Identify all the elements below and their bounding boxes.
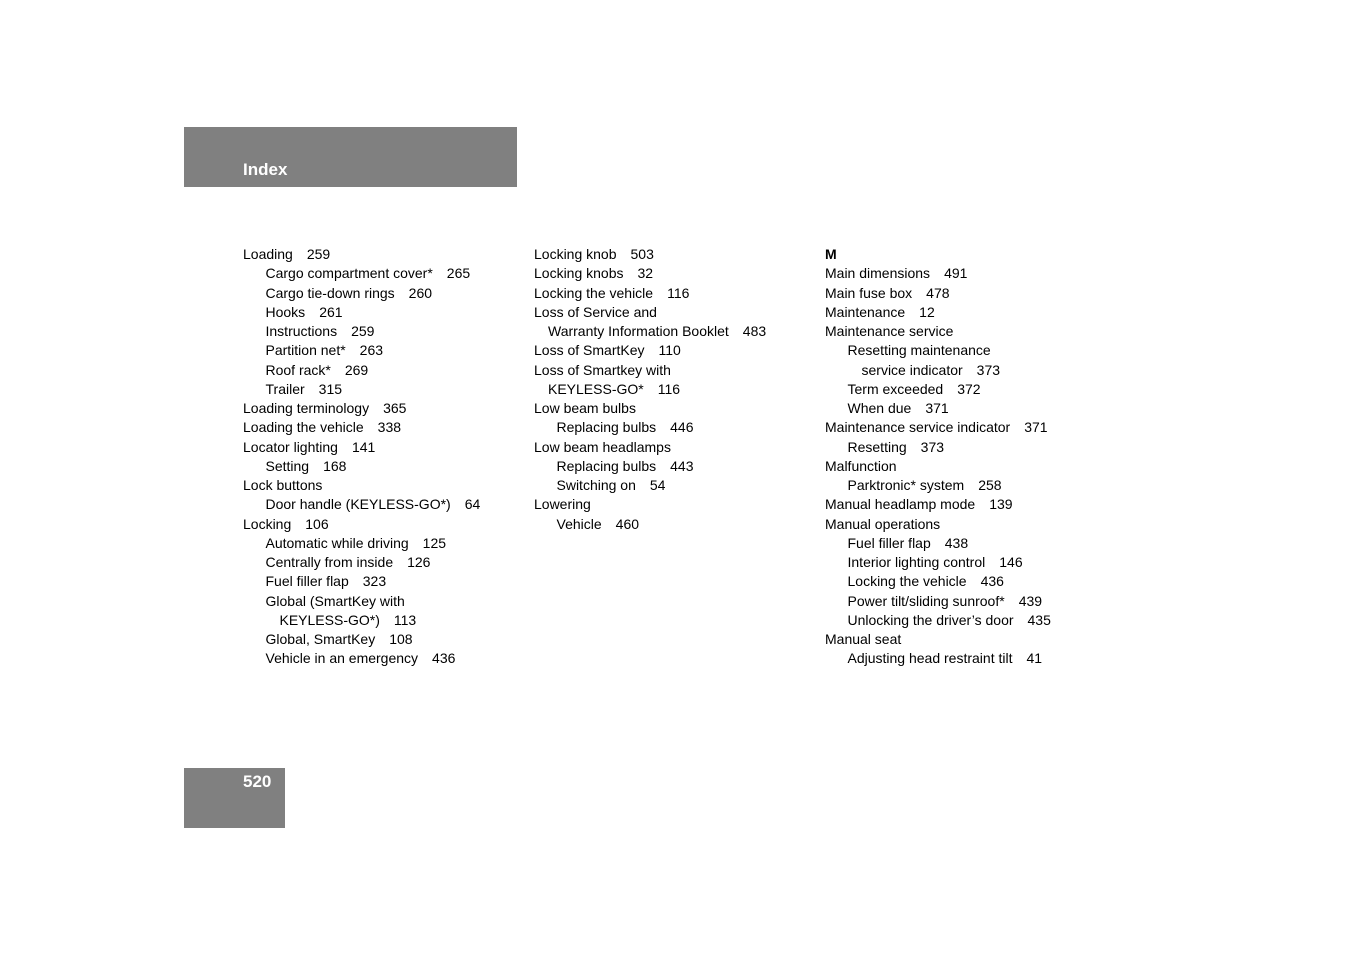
index-entry [243,245,480,264]
index-entry [243,649,480,668]
index-page-ref[interactable]: 439 [1018,592,1043,609]
index-entry [825,361,1051,380]
index-page-ref[interactable]: 373 [920,438,945,455]
index-page-ref[interactable]: 110 [658,342,681,359]
index-term: Automatic while driving [265,534,409,551]
index-term: Roof rack* [265,361,331,378]
index-term: Global (SmartKey with [265,592,405,609]
index-term: Locking the vehicle [534,284,654,301]
index-term: Low beam headlamps [534,438,671,455]
index-entry [825,341,1051,360]
index-term: Cargo compartment cover* [265,265,433,282]
index-page-ref[interactable]: 260 [408,284,433,301]
index-page-ref[interactable]: 259 [306,246,331,262]
index-page-ref[interactable]: 125 [422,534,447,551]
index-entry [243,438,480,457]
index-entry [534,245,766,264]
index-page-ref[interactable]: 491 [944,265,968,282]
index-page-ref[interactable]: 263 [359,342,384,359]
index-page-ref[interactable]: 113 [393,611,417,628]
section-title: Index [243,160,288,179]
index-term: Resetting [847,438,907,455]
index-page-ref[interactable]: 64 [464,496,481,513]
index-entry [825,592,1051,611]
index-term: Term exceeded [847,380,944,397]
index-entry [243,534,480,553]
index-term: Unlocking the driver’s door [847,611,1014,628]
index-entry [534,341,766,360]
index-entry [825,649,1051,668]
index-page-ref[interactable]: 478 [926,284,950,301]
index-page-ref[interactable]: 116 [667,284,690,301]
index-entry [534,495,766,514]
index-entry [243,630,480,649]
index-term: Parktronic* system [847,477,965,493]
index-term: Adjusting head restraint tilt [847,650,1013,667]
index-page-ref[interactable]: 503 [630,246,654,262]
index-term: Hooks [265,303,306,320]
index-term: Power tilt/sliding sunroof* [847,592,1005,609]
index-page-ref[interactable]: 261 [319,303,343,320]
index-term: Fuel filler flap [847,534,931,551]
index-term: Maintenance service indicator [825,419,1011,436]
index-entry [534,438,766,457]
index-letter-heading [825,245,1051,264]
index-term: Warranty Information Booklet [548,323,729,339]
index-page-ref[interactable]: 41 [1026,650,1043,667]
index-entry [825,264,1051,283]
index-term: Loss of Smartkey with [534,361,671,378]
index-term: Trailer [265,380,305,397]
index-entry [534,322,766,341]
index-entry [243,592,480,611]
index-entry [534,399,766,418]
index-entry [243,476,480,495]
index-entry [825,611,1051,630]
index-page-ref[interactable]: 258 [978,477,1002,493]
index-entry [534,457,766,476]
index-entry [825,322,1051,341]
index-term: Manual seat [825,631,902,647]
index-term: Loading the vehicle [243,419,364,436]
index-page-ref[interactable]: 323 [362,573,387,590]
index-term: Manual operations [825,515,941,532]
index-page-ref[interactable]: 315 [318,380,343,397]
index-term: M [825,246,837,262]
section-header-bar [184,127,517,187]
index-page-ref[interactable]: 32 [637,265,654,282]
index-page-ref[interactable]: 338 [377,419,402,436]
index-term: KEYLESS-GO*) [279,611,380,628]
index-entry [243,457,480,476]
index-entry [825,399,1051,418]
index-entry [825,630,1051,649]
index-page-ref[interactable]: 116 [657,380,681,397]
index-term: Maintenance service [825,323,954,339]
index-entry [534,264,766,283]
index-page-ref[interactable]: 436 [980,573,1004,590]
index-term: Switching on [556,477,636,493]
index-term: Loss of Service and [534,303,657,320]
index-page-ref[interactable]: 168 [323,457,347,474]
index-term: Fuel filler flap [265,573,349,590]
index-page-ref[interactable]: 435 [1027,611,1051,628]
index-page-ref[interactable]: 141 [351,438,376,455]
index-term: Lowering [534,496,591,513]
index-column-2 [534,245,766,534]
index-entry [243,572,480,591]
index-entry [825,303,1051,322]
index-entry [243,264,480,283]
index-term: Instructions [265,323,338,339]
index-page-ref[interactable]: 108 [389,631,413,647]
index-term: Malfunction [825,457,897,474]
index-term: Door handle (KEYLESS-GO*) [265,496,451,513]
index-page-ref[interactable]: 446 [670,419,694,436]
index-term: Locking [243,515,292,532]
index-entry [534,380,766,399]
index-term: service indicator [861,361,963,378]
index-term: Setting [265,457,310,474]
index-column-3 [825,245,1051,669]
index-term: Replacing bulbs [556,419,657,436]
index-page-ref[interactable]: 438 [944,534,969,551]
index-term: Maintenance [825,303,906,320]
index-term: Replacing bulbs [556,457,657,474]
index-entry [825,534,1051,553]
index-term: Loading [243,246,293,262]
index-term: Centrally from inside [265,554,394,570]
index-entry [243,361,480,380]
index-term: Global, SmartKey [265,631,376,647]
index-page-ref[interactable]: 371 [925,400,949,416]
index-entry [243,341,480,360]
index-page-ref[interactable]: 265 [446,265,471,282]
index-page-ref[interactable]: 373 [976,361,1001,378]
index-column-1 [243,245,480,669]
index-term: Vehicle in an emergency [265,650,419,667]
index-term: Lock buttons [243,477,323,493]
page-number: 520 [243,772,272,791]
index-term: Locator lighting [243,438,338,455]
index-entry [243,380,480,399]
index-page-ref[interactable]: 146 [999,554,1023,570]
index-entry [243,495,480,514]
index-term: Main fuse box [825,284,913,301]
index-entry [534,303,766,322]
index-page-ref[interactable]: 106 [305,515,329,532]
index-entry [243,322,480,341]
index-term: Cargo tie-down rings [265,284,395,301]
index-term: Resetting maintenance [847,342,991,359]
index-entry [243,515,480,534]
index-page-ref[interactable]: 372 [957,380,981,397]
index-entry [825,380,1051,399]
index-entry [825,515,1051,534]
index-page-ref[interactable]: 371 [1024,419,1048,436]
index-entry [243,611,480,630]
index-entry [825,418,1051,437]
index-page-ref[interactable]: 126 [407,554,431,570]
index-entry [243,303,480,322]
index-entry [243,418,480,437]
index-page-ref[interactable]: 259 [351,323,375,339]
index-entry [534,284,766,303]
index-entry [825,438,1051,457]
index-term: Loss of SmartKey [534,342,645,359]
index-entry [243,284,480,303]
index-term: Manual headlamp mode [825,496,976,513]
index-term: Loading terminology [243,400,370,416]
index-entry [534,418,766,437]
index-page-ref[interactable]: 436 [432,650,456,667]
index-term: KEYLESS-GO* [548,380,644,397]
index-page-ref[interactable]: 460 [615,515,640,532]
index-term: Locking knob [534,246,617,262]
index-term: Locking the vehicle [847,573,967,590]
index-entry [534,515,766,534]
index-page-ref[interactable]: 443 [670,457,694,474]
index-term: Vehicle [556,515,602,532]
index-entry [243,399,480,418]
index-term: Partition net* [265,342,346,359]
index-page-ref[interactable]: 269 [344,361,369,378]
index-entry [534,476,766,495]
index-page-ref[interactable]: 54 [649,477,666,493]
index-page-ref[interactable]: 483 [742,323,767,339]
index-entry [825,553,1051,572]
index-entry [825,572,1051,591]
index-entry [825,476,1051,495]
index-term: Interior lighting control [847,554,986,570]
index-term: When due [847,400,912,416]
index-entry [534,361,766,380]
index-term: Low beam bulbs [534,400,636,416]
index-term: Locking knobs [534,265,624,282]
index-page-ref[interactable]: 139 [989,496,1013,513]
index-entry [825,495,1051,514]
index-page-ref[interactable]: 12 [919,303,935,320]
index-entry [243,553,480,572]
index-entry [825,284,1051,303]
index-page-ref[interactable]: 365 [383,400,407,416]
index-term: Main dimensions [825,265,931,282]
page-number-box [184,768,285,828]
index-entry [825,457,1051,476]
